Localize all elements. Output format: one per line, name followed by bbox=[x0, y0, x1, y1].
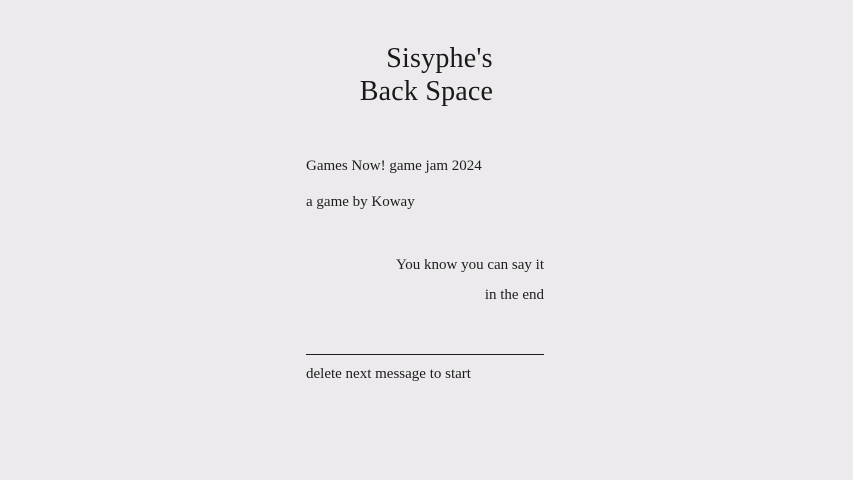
input-divider bbox=[306, 354, 544, 355]
message-line-2: in the end bbox=[484, 287, 544, 303]
game-title-line-1: Sisyphe's bbox=[386, 43, 493, 74]
message-line-1: You know you can say it bbox=[395, 257, 544, 273]
game-title bbox=[0, 42, 853, 108]
start-instruction: delete next message to start bbox=[306, 366, 471, 382]
message-thread bbox=[306, 256, 544, 304]
game-title-line-2: Back Space bbox=[359, 76, 494, 107]
game-credits bbox=[306, 157, 726, 229]
jam-label: Games Now! game jam 2024 bbox=[306, 158, 482, 174]
author-label: a game by Koway bbox=[306, 194, 415, 210]
